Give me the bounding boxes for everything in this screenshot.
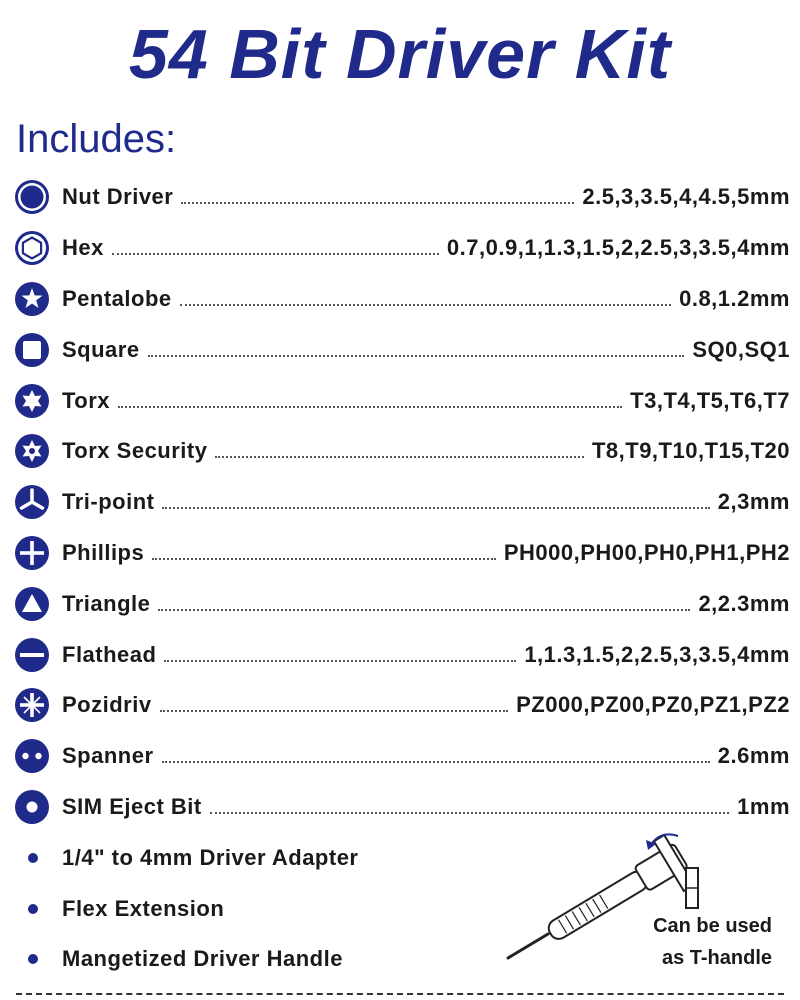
list-item [14, 629, 790, 680]
list-item [14, 426, 790, 477]
bullet-icon [28, 954, 38, 964]
list-item [14, 578, 790, 629]
item-value: 2.6mm [717, 743, 790, 769]
list-item [14, 172, 790, 223]
extra-name: 1/4" to 4mm Driver Adapter [62, 844, 359, 870]
leader-dots [181, 202, 574, 204]
item-value: 1,1.3,1.5,2,2.5,3,3.5,4mm [524, 641, 790, 667]
item-name: Pozidriv [62, 692, 152, 718]
item-name: SIM Eject Bit [62, 793, 202, 819]
item-value: T8,T9,T10,T15,T20 [591, 438, 790, 464]
leader-dots [215, 456, 583, 458]
item-name: Torx Security [62, 438, 208, 464]
leader-dots [148, 355, 685, 357]
hex-icon [14, 230, 50, 266]
item-value: 1mm [737, 793, 790, 819]
spanner-icon [14, 738, 50, 774]
list-item [14, 375, 790, 426]
leader-dots [162, 507, 709, 509]
item-value: 0.7,0.9,1,1.3,1.5,2,2.5,3,3.5,4mm [446, 235, 790, 261]
list-item [14, 274, 790, 325]
leader-dots [162, 761, 710, 763]
list-item [14, 782, 790, 833]
item-value: PZ000,PZ00,PZ0,PZ1,PZ2 [516, 692, 790, 718]
pozidriv-icon [14, 687, 50, 723]
item-name: Triangle [62, 590, 151, 616]
list-item [14, 324, 790, 375]
item-value: 0.8,1.2mm [679, 285, 790, 311]
torx-security-icon [14, 433, 50, 469]
item-value: PH000,PH00,PH0,PH1,PH2 [503, 539, 790, 565]
triangle-icon [14, 586, 50, 622]
item-value: 2,2.3mm [698, 590, 790, 616]
leader-dots [152, 558, 496, 560]
list-item [14, 477, 790, 528]
leader-dots [210, 812, 729, 814]
phillips-icon [14, 535, 50, 571]
extra-name: Mangetized Driver Handle [62, 946, 343, 972]
leader-dots [158, 609, 690, 611]
pentalobe-icon [14, 281, 50, 317]
leader-dots [112, 253, 439, 255]
leader-dots [118, 406, 622, 408]
item-value: 2.5,3,3.5,4,4.5,5mm [582, 184, 790, 210]
nut-driver-icon [14, 179, 50, 215]
list-item [14, 223, 790, 274]
extra-name: Flex Extension [62, 895, 225, 921]
tri-point-icon [14, 484, 50, 520]
divider [16, 993, 784, 995]
item-name: Flathead [62, 641, 157, 667]
bullet-icon [28, 904, 38, 914]
leader-dots [164, 660, 516, 662]
includes-heading: Includes: [16, 117, 177, 161]
flathead-icon [14, 637, 50, 673]
sim-eject-icon [14, 789, 50, 825]
item-name: Tri-point [62, 489, 155, 515]
list-item [14, 528, 790, 579]
list-item [14, 680, 790, 731]
torx-icon [14, 383, 50, 419]
t-handle-caption [612, 910, 772, 974]
item-value: SQ0,SQ1 [692, 336, 790, 362]
item-name: Phillips [62, 539, 145, 565]
square-icon [14, 332, 50, 368]
item-name: Hex [62, 235, 104, 261]
leader-dots [160, 710, 509, 712]
item-name: Spanner [62, 743, 154, 769]
caption-line: as T-handle [661, 947, 772, 969]
item-name: Square [62, 336, 140, 362]
item-value: 2,3mm [717, 489, 790, 515]
list-item [14, 731, 790, 782]
bullet-icon [28, 853, 38, 863]
item-value: T3,T4,T5,T6,T7 [630, 387, 790, 413]
leader-dots [180, 304, 671, 306]
item-name: Pentalobe [62, 285, 172, 311]
caption-line: Can be used [653, 915, 772, 937]
item-name: Nut Driver [62, 184, 174, 210]
page-title: 54 Bit Driver Kit [128, 15, 672, 93]
item-name: Torx [62, 387, 111, 413]
